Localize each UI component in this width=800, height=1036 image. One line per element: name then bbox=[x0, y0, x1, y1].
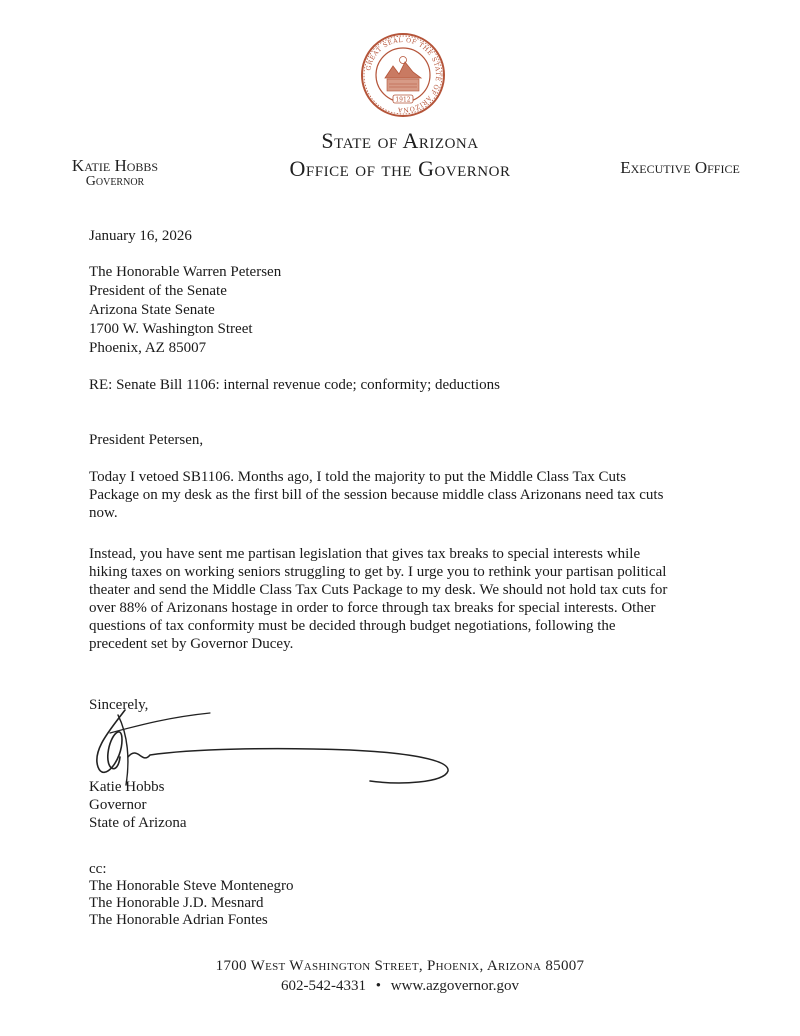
subject-line: RE: Senate Bill 1106: internal revenue code; conformity; deductions bbox=[89, 377, 501, 393]
letterhead-office: Office of the Governor bbox=[289, 156, 511, 181]
closing: Sincerely, bbox=[89, 697, 149, 713]
recipient-line: Phoenix, AZ 85007 bbox=[89, 340, 207, 356]
seal-year: 1912 bbox=[395, 96, 411, 104]
cc-recipient: The Honorable Adrian Fontes bbox=[89, 912, 268, 928]
body-paragraph-2 bbox=[89, 545, 729, 653]
paragraph-line: questions of tax conformity must be decided through budget negotiations, following the bbox=[89, 618, 616, 634]
footer-contact bbox=[0, 978, 800, 995]
salutation: President Petersen, bbox=[89, 432, 204, 448]
footer-separator: • bbox=[375, 978, 382, 994]
paragraph-line: theater and send the Middle Class Tax Cuts Package to my desk. We should not hold tax cuts for bbox=[89, 582, 668, 598]
paragraph-line: hiking taxes on working seniors struggling to get by. I urge you to rethink your partisan political bbox=[89, 564, 667, 580]
recipient-line: 1700 W. Washington Street bbox=[89, 321, 253, 337]
letterhead-executive-office: Executive Office bbox=[620, 158, 740, 177]
letterhead-state: State of Arizona bbox=[321, 128, 479, 153]
paragraph-line: over 88% of Arizonans hostage in order to force through tax breaks for special interests. Other bbox=[89, 600, 656, 616]
footer-website[interactable]: www.azgovernor.gov bbox=[390, 978, 519, 994]
paragraph-line: precedent set by Governor Ducey. bbox=[89, 636, 294, 652]
letterhead-governor-title: Governor bbox=[85, 174, 145, 189]
footer-address: 1700 West Washington Street, Phoenix, Arizona 85007 bbox=[215, 958, 585, 974]
recipient-line: The Honorable Warren Petersen bbox=[89, 264, 282, 280]
recipient-line: Arizona State Senate bbox=[89, 302, 215, 318]
recipient-line: President of the Senate bbox=[89, 283, 227, 299]
cc-recipient: The Honorable Steve Montenegro bbox=[89, 878, 294, 894]
paragraph-line: Instead, you have sent me partisan legislation that gives tax breaks to special interests while bbox=[89, 546, 641, 562]
footer-phone: 602-542-4331 bbox=[281, 978, 367, 994]
paragraph-line: now. bbox=[89, 505, 118, 521]
signer-name: Katie Hobbs bbox=[89, 779, 165, 795]
paragraph-line: Today I vetoed SB1106. Months ago, I told the majority to put the Middle Class Tax Cuts bbox=[89, 469, 627, 485]
svg-text:GREAT SEAL OF THE STATE OF ARI: GREAT SEAL OF THE STATE OF ARIZONA bbox=[365, 36, 442, 114]
signer-title: Governor bbox=[89, 797, 147, 813]
paragraph-line: Package on my desk as the first bill of the session because middle class Arizonans need tax cuts bbox=[89, 487, 664, 503]
letterhead-governor-name: Katie Hobbs bbox=[71, 156, 159, 175]
cc-label: cc: bbox=[89, 861, 107, 877]
cc-recipient: The Honorable J.D. Mesnard bbox=[89, 895, 264, 911]
letter-date: January 16, 2026 bbox=[89, 228, 192, 244]
signer-state: State of Arizona bbox=[89, 815, 187, 831]
state-seal-icon bbox=[360, 32, 446, 118]
body-paragraph-1 bbox=[89, 468, 729, 522]
